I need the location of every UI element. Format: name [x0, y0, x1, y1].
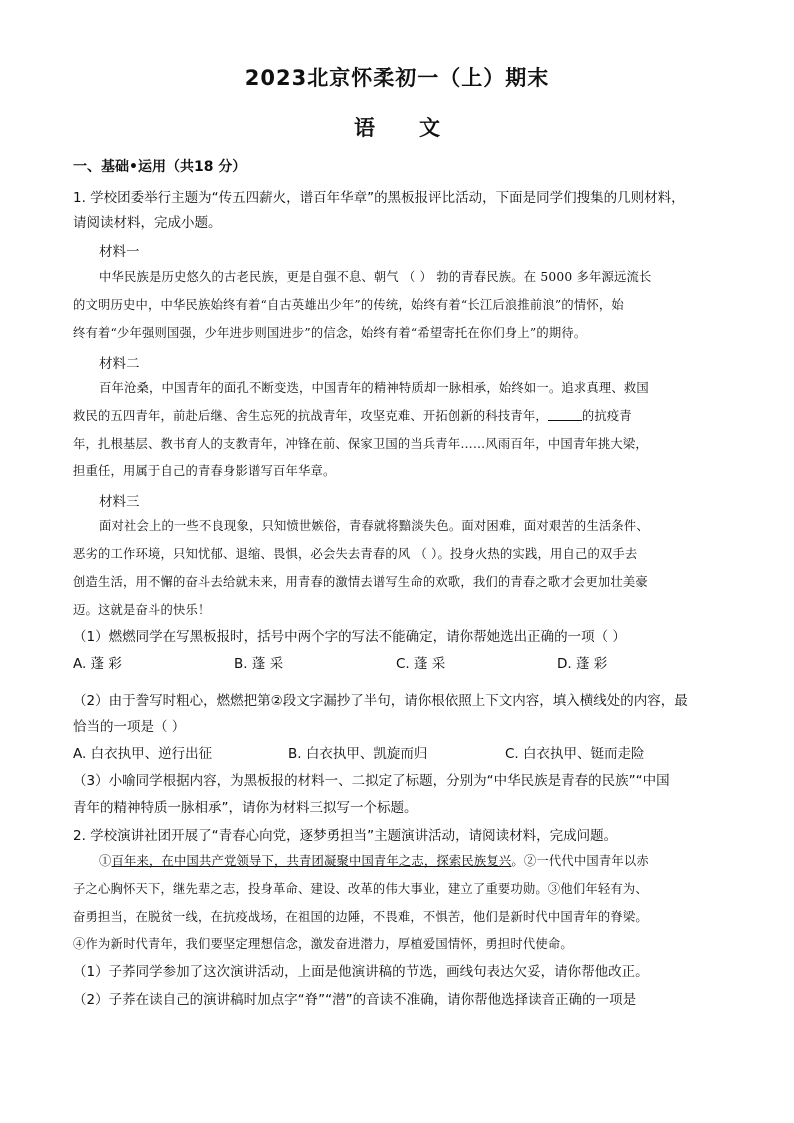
- material1-label: 材料一: [99, 244, 140, 260]
- q2-passage-line2: 子之心胸怀天下，继先辈之志，投身革命、建设、改革的伟大事业，建立了重要功勋。③他们年轻有为、: [73, 882, 648, 896]
- material3-line3: 创造生活，用不懈的奋斗去给就未来，用青春的激情去谱写生命的欢歌，我们的青春之歌才会更加壮美豪: [73, 575, 648, 589]
- q1-sub1-option-b: B. 蓬 采: [234, 656, 284, 672]
- material3-line4: 迈。这就是奋斗的快乐！: [73, 603, 211, 617]
- q2-intro: 2. 学校演讲社团开展了“青春心向党，逐梦勇担当”主题演讲活动，请阅读材料，完成问题。: [73, 828, 618, 844]
- q1-sub1-option-a: A. 蓬 彩: [73, 656, 122, 672]
- material2-line2: [73, 406, 723, 424]
- material2-line2-part1: 救民的五四青年，前赴后继、舍生忘死的抗战青年，攻坚克难、开拓创新的科技青年，: [73, 409, 548, 423]
- material1-line3: 终有着“少年强则国强，少年进步则国进步”的信念，始终有着“希望寄托在你们身上”的期待。: [73, 326, 587, 340]
- underlined-sentence: 百年来，在中国共产党领导下，共青团凝聚中国青年之志，探索民族复兴: [111, 854, 512, 868]
- q1-sub2-option-b: B. 白衣执甲、凯旋而归: [288, 746, 428, 762]
- material3-line1: 面对社会上的一些不良现象，只知愤世嫉俗，青春就将黯淡失色。面对困难，面对艰苦的生活条件、: [99, 519, 649, 533]
- q1-sub1: （1）燃燃同学在写黑板报时，括号中两个字的写法不能确定，请你帮她选出正确的一项（ ）: [73, 629, 626, 645]
- q1-sub1-option-d: D. 蓬 彩: [557, 656, 608, 672]
- q1-intro-line2: 请阅读材料，完成小题。: [73, 215, 222, 231]
- q1-sub3-line2: 青年的精神特质一脉相承”，请你为材料三拟写一个标题。: [73, 800, 418, 816]
- q2-passage-line1-rest: 。②一代代中国青年以赤: [511, 854, 649, 868]
- material3-label: 材料三: [99, 494, 140, 510]
- q1-sub2-line1: （2）由于誊写时粗心，燃燃把第②段文字漏抄了半句，请你根依照上下文内容，填入横线处的内容，最: [73, 693, 688, 709]
- page-title: 2023北京怀柔初一（上）期末: [244, 66, 550, 90]
- material2-line4: 担重任，用属于自己的青春身影谱写百年华章。: [73, 464, 336, 478]
- q1-sub2-option-a: A. 白衣执甲、逆行出征: [73, 746, 213, 762]
- section-heading: 一、基础•运用（共18 分）: [73, 159, 247, 175]
- q2-passage-line3: 奋勇担当，在脱贫一线，在抗疫战场，在祖国的边陲，不畏难，不惧苦，他们是新时代中国青年的脊梁。: [73, 910, 648, 924]
- q2-passage-num: ①: [99, 854, 112, 868]
- q2-sub1: （1）子荞同学参加了这次演讲活动，上面是他演讲稿的节选，画线句表达欠妥，请你帮他改正。: [73, 964, 649, 980]
- subject-title: [0, 112, 794, 142]
- material2-line3: 年，扎根基层、教书育人的支教青年，冲锋在前、保家卫国的当兵青年……风雨百年，中国青年挑大梁，: [73, 437, 648, 451]
- q2-passage-line4: ④作为新时代青年，我们要坚定理想信念，激发奋进潜力，厚植爱国情怀，勇担时代使命。: [73, 937, 573, 951]
- subject-char-2: 文: [419, 116, 440, 140]
- material2-line1: 百年沧桑，中国青年的面孔不断变迭，中国青年的精神特质却一脉相承，始终如一。追求真理、救国: [99, 381, 649, 395]
- fill-in-blank: [548, 408, 582, 421]
- q2-sub2: （2）子荞在读自己的演讲稿时加点字“脊”“潜”的音读不准确，请你帮他选择读音正确的一项是: [73, 992, 637, 1008]
- material1-line1: 中华民族是历史悠久的古老民族，更是自强不息、朝气 （ ） 勃的青春民族。在 5000 多年源远流长: [99, 270, 652, 284]
- q2-passage-line1: [99, 851, 749, 869]
- q1-sub2-option-c: C. 白衣执甲、铤而走险: [505, 746, 645, 762]
- subject-char-1: 语: [354, 116, 375, 140]
- material3-line2: 恶劣的工作环境，只知忧郁、退缩、畏惧，必会失去青春的风 （ ）。投身火热的实践，用自己的双手去: [73, 547, 638, 561]
- q1-intro-line1: 1. 学校团委举行主题为“传五四薪火，谱百年华章”的黑板报评比活动，下面是同学们搜集的几则材料，: [73, 190, 685, 206]
- material2-line2-part2: 的抗疫青: [581, 409, 632, 423]
- q1-sub2-line2: 恰当的一项是（ ）: [73, 719, 186, 735]
- material2-label: 材料二: [99, 356, 140, 372]
- material1-line2: 的文明历史中，中华民族始终有着“自古英雄出少年”的传统，始终有着“长江后浪推前浪”的情怀，始: [73, 298, 624, 312]
- q1-sub3-line1: （3）小喻同学根据内容，为黑板报的材料一、二拟定了标题，分别为“中华民族是青春的民族”“中国: [73, 773, 670, 789]
- q1-sub1-option-c: C. 蓬 采: [396, 656, 446, 672]
